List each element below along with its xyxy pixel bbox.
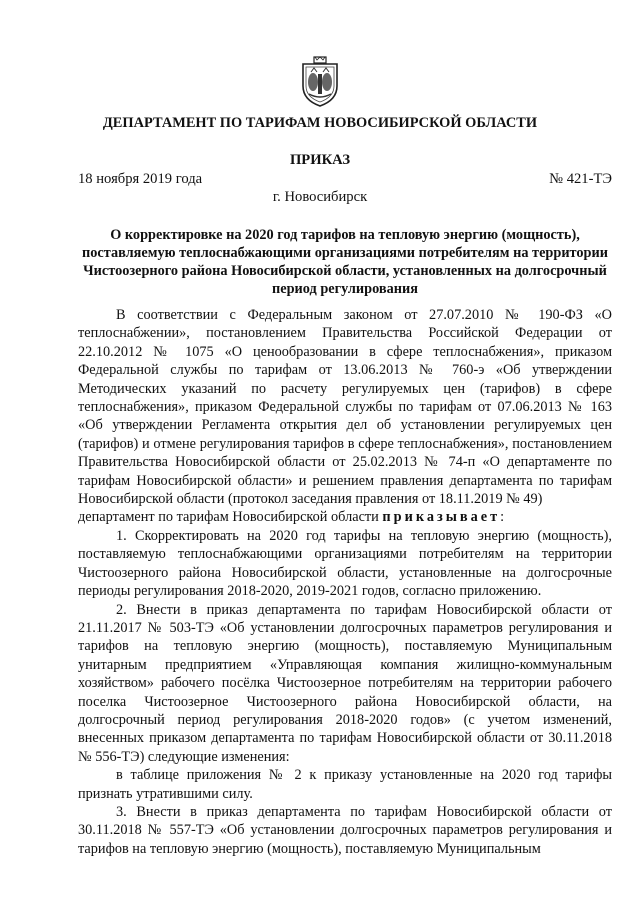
department-title: ДЕПАРТАМЕНТ ПО ТАРИФАМ НОВОСИБИРСКОЙ ОБЛАСТИ (102, 115, 538, 131)
document-body (78, 306, 612, 858)
item-1-paragraph: 1. Скорректировать на 2020 год тарифы на тепловую энергию (мощность), поставляемую теплоснабжающими организациями потребителям на территории Чистоозерного района Новосибирской области, установленные на долгосрочные периоды регулирования 2018-2020, 2019-2021 годов, согласно приложению. (78, 527, 612, 600)
orders-lead: департамент по тарифам Новосибирской области (78, 509, 383, 526)
document-number: № 421-ТЭ (549, 171, 612, 187)
orders-line (78, 508, 612, 526)
coat-of-arms-icon (300, 56, 340, 108)
item-2-subparagraph: в таблице приложения № 2 к приказу установленные на 2020 год тарифы признать утратившими силу. (78, 767, 612, 802)
orders-word: приказывает (382, 509, 501, 526)
document-type: ПРИКАЗ (289, 152, 351, 168)
preamble-paragraph: В соответствии с Федеральным законом от 27.07.2010 № 190-ФЗ «О теплоснабжении», постановлением Правительства Российской Федерации от 22.10.2012 № 1075 «О ценообразовании в сфере теплоснабжения», приказом Федеральной службы по тарифам от 13.06.2013 № 760-э «Об утверждении Методических указаний по расчету регулируемых цен (тарифов) в сфере теплоснабжения», приказом Федеральной службы по тарифам от 07.06.2013 № 163 «Об утверждении Регламента открытия дел об установлении регулируемых цен (тарифов) и отмене регулирования тарифов в сфере теплоснабжения», постановлением Правительства Новосибирской области от 25.02.2013 № 74-п «О департаменте по тарифам Новосибирской области» и решением правления департамента по тарифам Новосибирской области (протокол заседания правления от 18.11.2019 № 49) (78, 307, 612, 508)
item-2-paragraph: 2. Внести в приказ департамента по тарифам Новосибирской области от 21.11.2017 № 503-ТЭ «Об установлении долгосрочных параметров регулирования и тарифов на тепловую энергию (мощность), поставляемую Муниципальным унитарным предприятием «Управляющая компания жилищно-коммунальным хозяйством» рабочего посёлка Чистоозерное потребителям на территории рабочего поселка Чистоозерное Чистоозерного района Новосибирской области, на долгосрочный период регулирования 2018-2020 годов» (с учетом изменений, внесенных приказом департамента по тарифам Новосибирской области от 30.11.2018 № 556-ТЭ) следующие изменения: (78, 601, 612, 765)
document-date: 18 ноября 2019 года (78, 171, 203, 187)
document-subject: О корректировке на 2020 год тарифов на тепловую энергию (мощность), поставляемую теплоснабжающими организациями потребителям на территории Чистоозерного района Новосибирской области, установленных на долгосрочный период регулирования (82, 227, 608, 297)
orders-colon: : (500, 509, 505, 526)
item-3-paragraph: 3. Внести в приказ департамента по тарифам Новосибирской области от 30.11.2018 № 557-ТЭ «Об установлении долгосрочных параметров регулирования и тарифов на тепловую энергию (мощность), поставляемую Муниципальным (78, 803, 612, 857)
document-city: г. Новосибирск (272, 189, 368, 205)
